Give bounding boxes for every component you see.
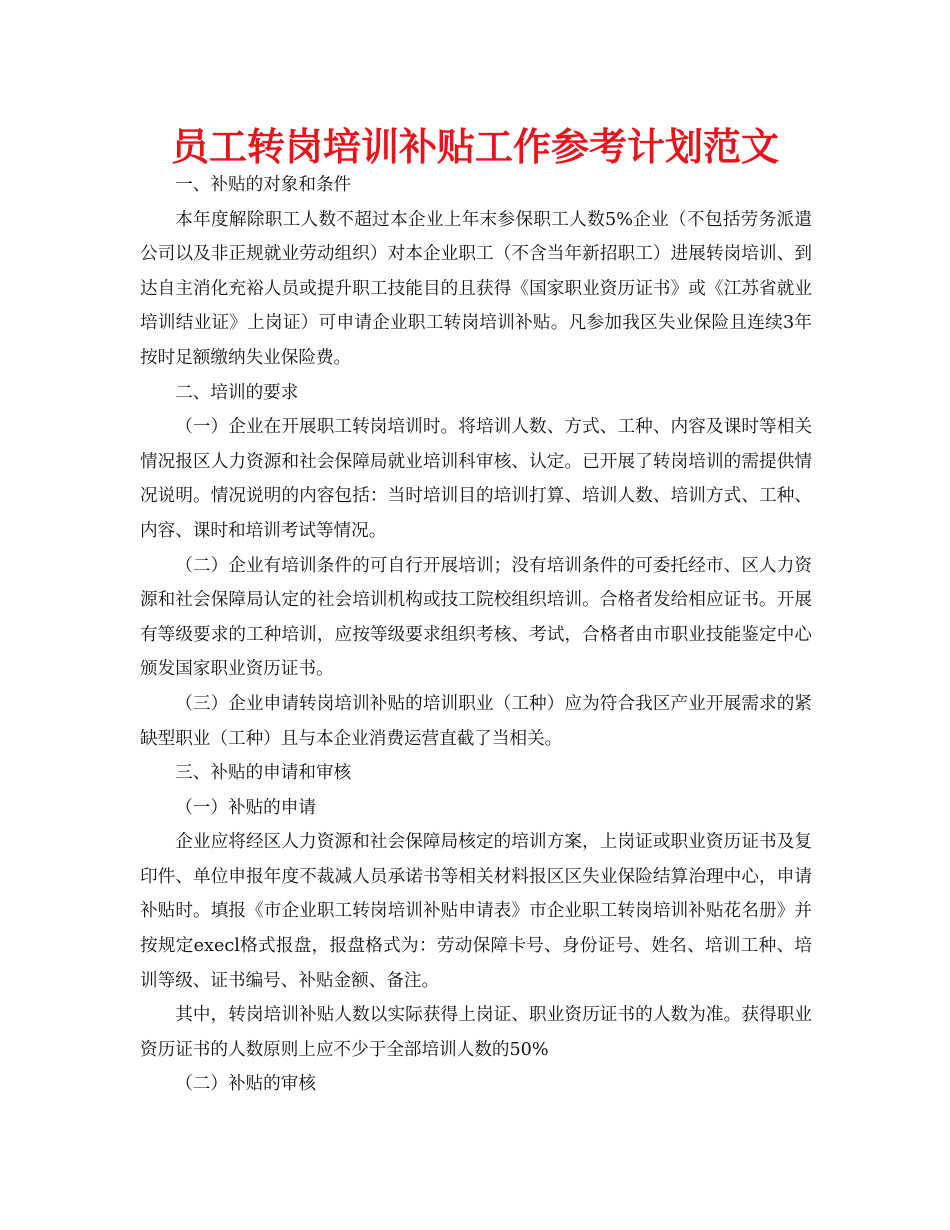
paragraph: （三）企业申请转岗培训补贴的培训职业（工种）应为符合我区产业开展需求的紧缺型职业（工种）且与本企业消费运营直截了当相关。 <box>140 693 812 749</box>
paragraph: 本年度解除职工人数不超过本企业上年末参保职工人数5%企业（不包括劳务派遣公司以及非正规就业劳动组织）对本企业职工（不含当年新招职工）进展转岗培训、到达自主消化充裕人员或提升职工技能目的且获得《国家职业资历证书》或《江苏省就业培训结业证》上岗证）可申请企业职工转岗培训补贴。凡参加我区失业保险且连续3年按时足额缴纳失业保险费。 <box>140 209 812 368</box>
subsection-heading: （二）补贴的审核 <box>175 1074 316 1095</box>
subsection-heading: （一）补贴的申请 <box>175 797 316 818</box>
document-body <box>140 168 812 1102</box>
section-heading-3: 三、补贴的申请和审核 <box>175 763 352 784</box>
section-heading-1: 一、补贴的对象和条件 <box>175 175 352 195</box>
paragraph: （二）企业有培训条件的可自行开展培训；没有培训条件的可委托经市、区人力资源和社会保障局认定的社会培训机构或技工院校组织培训。合格者发给相应证书。开展有等级要求的工种培训，应按等级要求组织考核、考试，合格者由市职业技能鉴定中心颁发国家职业资历证书。 <box>140 555 812 680</box>
document-title: 员工转岗培训补贴工作参考计划范文 <box>170 125 779 169</box>
paragraph: 其中，转岗培训补贴人数以实际获得上岗证、职业资历证书的人数为准。获得职业资历证书的人数原则上应不少于全部培训人数的50% <box>140 1005 812 1060</box>
paragraph: 企业应将经区人力资源和社会保障局核定的培训方案，上岗证或职业资历证书及复印件、单位申报年度不裁减人员承诺书等相关材料报区区失业保险结算治理中心，申请补贴时。填报《市企业职工转岗培训补贴申请表》市企业职工转岗培训补贴花名册》并按规定execl格式报盘，报盘格式为：劳动保障卡号、身份证号、姓名、培训工种、培训等级、证书编号、补贴金额、备注。 <box>140 832 812 991</box>
section-heading-2: 二、培训的要求 <box>175 382 299 403</box>
paragraph: （一）企业在开展职工转岗培训时。将培训人数、方式、工种、内容及课时等相关情况报区人力资源和社会保障局就业培训科审核、认定。已开展了转岗培训的需提供情况说明。情况说明的内容包括：当时培训目的培训打算、培训人数、培训方式、工种、内容、课时和培训考试等情况。 <box>140 417 812 541</box>
